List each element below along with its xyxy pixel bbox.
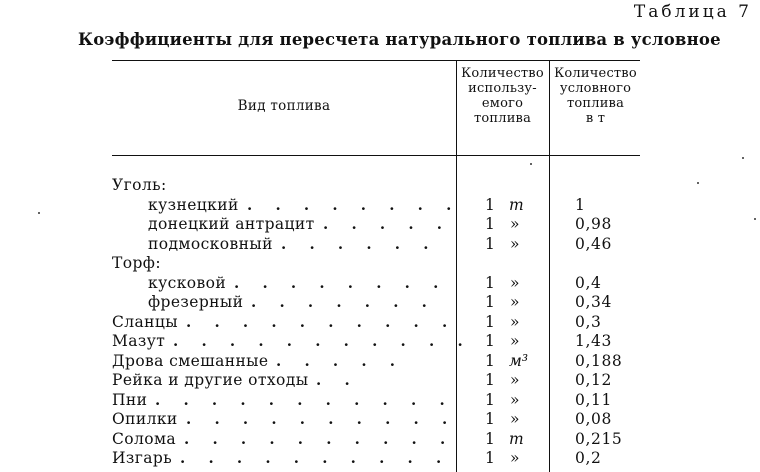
unit: м³	[509, 351, 529, 370]
unit: »	[510, 390, 520, 409]
conventional-value: 0,3	[575, 312, 602, 331]
unit: »	[510, 312, 520, 331]
header-used-line: Количество	[461, 66, 544, 81]
conventional-value: 0,12	[575, 371, 612, 389]
unit: т	[509, 195, 524, 214]
fuel-name: Дрова смешанные	[112, 351, 269, 370]
table-row	[112, 235, 652, 255]
unit: т	[509, 429, 524, 448]
table-body	[112, 176, 652, 469]
conventional-value: 1,43	[575, 332, 612, 350]
fuel-name: донецкий антрацит	[148, 215, 315, 233]
header-conv-line: условного	[559, 81, 632, 96]
table-row	[112, 352, 652, 372]
conventional-value: 0,215	[575, 429, 623, 448]
header-used-line: емого	[481, 96, 524, 111]
header-fuel-type: Вид топлива	[237, 98, 331, 114]
used-quantity: 1	[485, 195, 495, 214]
leader-dots: . . . . . . . . . . .	[173, 332, 472, 350]
unit: »	[510, 410, 520, 428]
fuel-name: кузнецкий	[148, 195, 239, 214]
leader-dots: . . . . . . .	[251, 293, 436, 311]
leader-dots: . . . . .	[323, 215, 451, 233]
table-row	[112, 332, 652, 352]
table-row	[112, 410, 652, 430]
conventional-value: 0,4	[575, 273, 602, 292]
conventional-value: 0,11	[575, 390, 612, 409]
unit: »	[510, 371, 520, 389]
scan-speck	[530, 163, 532, 165]
fuel-name: Пни	[112, 390, 148, 409]
table-row	[112, 430, 652, 450]
used-quantity: 1	[485, 293, 495, 311]
table-row	[112, 274, 652, 294]
table-row	[112, 371, 652, 391]
used-quantity: 1	[485, 234, 495, 253]
fuel-name: Изгарь	[112, 449, 173, 467]
table-row	[112, 196, 652, 216]
unit: »	[510, 273, 520, 292]
scan-speck	[697, 182, 699, 184]
conventional-value: 0,2	[575, 449, 602, 467]
unit: »	[510, 332, 520, 350]
table-title: Коэффициенты для пересчета натурального топлива в условное	[78, 30, 721, 49]
header-used-line: использу-	[468, 81, 537, 96]
used-quantity: 1	[485, 410, 495, 428]
fuel-name: Сланцы	[112, 312, 178, 331]
unit: »	[510, 293, 520, 311]
header-conv-line: Количество	[554, 66, 637, 81]
fuel-name: подмосковный	[148, 234, 273, 253]
top-rule	[112, 60, 640, 61]
leader-dots: . . . . . .	[281, 234, 438, 253]
leader-dots: . . . . . . . . . . .	[155, 390, 454, 409]
table-number: Таблица 7	[633, 2, 752, 22]
leader-dots: . . . . . . . .	[234, 273, 448, 292]
scan-speck	[742, 157, 744, 159]
used-quantity: 1	[485, 371, 495, 389]
conventional-value: 0,46	[575, 234, 612, 253]
used-quantity: 1	[485, 312, 495, 331]
conventional-value: 0,98	[575, 215, 612, 233]
table-row	[112, 254, 652, 274]
fuel-name: Рейка и другие отходы	[112, 371, 309, 389]
leader-dots: . . . . .	[276, 351, 404, 370]
scan-speck	[754, 218, 756, 220]
used-quantity: 1	[485, 215, 495, 233]
fuel-name: Мазут	[112, 332, 166, 350]
unit: »	[510, 449, 520, 467]
used-quantity: 1	[485, 449, 495, 467]
header-used-fuel	[456, 66, 549, 126]
fuel-name: Солома	[112, 429, 177, 448]
used-quantity: 1	[485, 390, 495, 409]
fuel-name: Уголь:	[112, 176, 167, 194]
table-row	[112, 313, 652, 333]
conventional-value: 1	[575, 195, 586, 214]
used-quantity: 1	[485, 332, 495, 350]
fuel-name: Торф:	[112, 254, 161, 272]
unit: »	[510, 234, 520, 253]
leader-dots: . . . . . . . . . .	[184, 429, 455, 448]
leader-dots: . . . . . . . . . .	[180, 449, 451, 467]
table-row	[112, 293, 652, 313]
header-used-line: топлива	[473, 111, 532, 126]
fuel-name: кусковой	[148, 273, 227, 292]
table-row	[112, 449, 652, 469]
leader-dots: . . . . . . . . . .	[186, 410, 457, 428]
header-conventional-fuel	[549, 66, 642, 126]
leader-dots: . . . . . . . . . .	[186, 312, 457, 331]
conventional-value: 0,08	[575, 410, 612, 428]
scan-speck	[38, 212, 40, 214]
table-row	[112, 176, 652, 196]
used-quantity: 1	[485, 351, 495, 370]
conventional-value: 0,34	[575, 293, 612, 311]
unit: »	[510, 215, 520, 233]
used-quantity: 1	[485, 273, 495, 292]
used-quantity: 1	[485, 429, 495, 448]
table-row	[112, 391, 652, 411]
leader-dots: . .	[316, 371, 359, 389]
header-rule	[112, 155, 640, 156]
conventional-value: 0,188	[575, 351, 623, 370]
header-conv-line: в т	[585, 111, 606, 126]
table-row	[112, 215, 652, 235]
fuel-name: фрезерный	[148, 293, 244, 311]
header-conv-line: топлива	[566, 96, 625, 111]
fuel-name: Опилки	[112, 410, 178, 428]
leader-dots: . . . . . . . .	[247, 195, 461, 214]
